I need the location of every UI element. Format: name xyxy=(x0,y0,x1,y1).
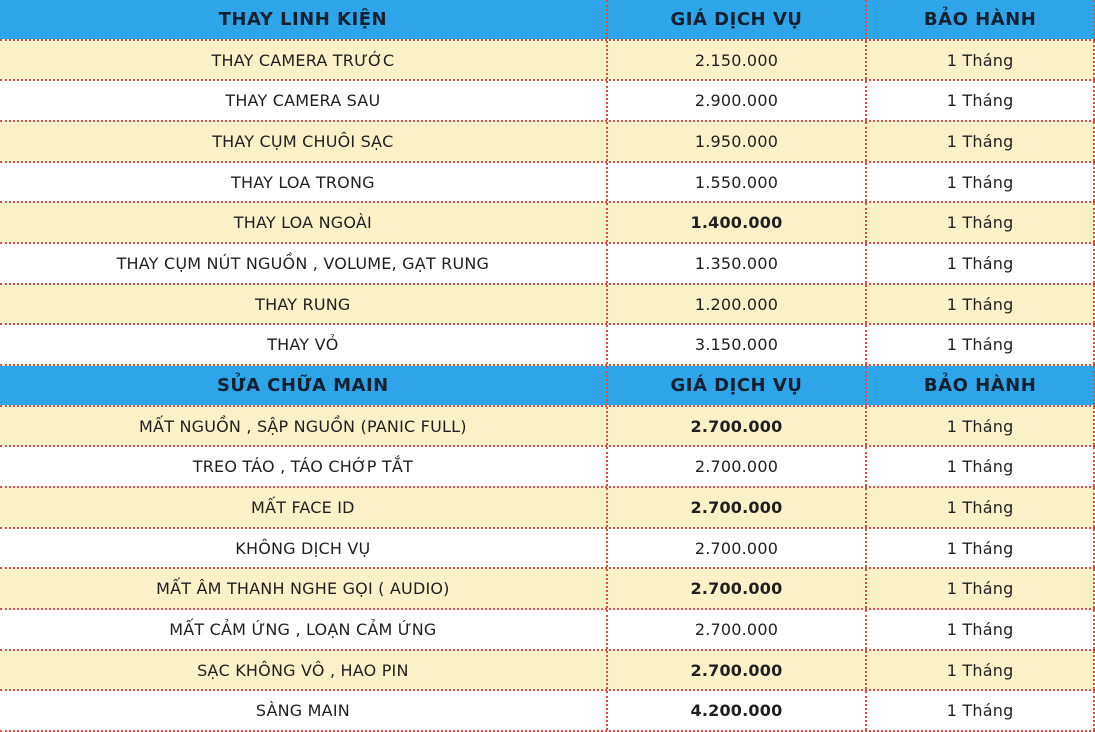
table-row xyxy=(0,488,1095,529)
service-name-cell: KHÔNG DỊCH VỤ xyxy=(0,529,608,568)
price-cell: 2.700.000 xyxy=(608,569,868,608)
warranty-cell: 1 Tháng xyxy=(867,407,1095,446)
warranty-cell: 1 Tháng xyxy=(867,529,1095,568)
warranty-cell: 1 Tháng xyxy=(867,122,1095,161)
service-name-cell: THAY CỤM CHUÔI SẠC xyxy=(0,122,608,161)
service-name-cell: THAY CAMERA TRƯỚC xyxy=(0,41,608,80)
price-cell: 1.400.000 xyxy=(608,203,868,242)
service-name-cell: MẤT CẢM ỨNG , LOẠN CẢM ỨNG xyxy=(0,610,608,649)
price-cell: 1.950.000 xyxy=(608,122,868,161)
table-row xyxy=(0,691,1095,732)
price-cell: 1.200.000 xyxy=(608,285,868,324)
warranty-cell: 1 Tháng xyxy=(867,41,1095,80)
service-name-cell: MẤT ÂM THANH NGHE GỌI ( AUDIO) xyxy=(0,569,608,608)
service-name-cell: THAY LOA NGOÀI xyxy=(0,203,608,242)
price-cell: 4.200.000 xyxy=(608,691,868,730)
price-column-header: GIÁ DỊCH VỤ xyxy=(608,366,868,405)
table-row xyxy=(0,203,1095,244)
price-cell: 2.900.000 xyxy=(608,81,868,120)
table-row xyxy=(0,569,1095,610)
section-header-row xyxy=(0,0,1095,41)
table-row xyxy=(0,610,1095,651)
table-row xyxy=(0,651,1095,692)
section-header-row xyxy=(0,366,1095,407)
table-row xyxy=(0,529,1095,570)
price-cell: 2.700.000 xyxy=(608,529,868,568)
warranty-cell: 1 Tháng xyxy=(867,285,1095,324)
service-name-cell: THAY CỤM NÚT NGUỒN , VOLUME, GẠT RUNG xyxy=(0,244,608,283)
warranty-cell: 1 Tháng xyxy=(867,163,1095,202)
table-row xyxy=(0,81,1095,122)
warranty-cell: 1 Tháng xyxy=(867,447,1095,486)
service-name-cell: THAY CAMERA SAU xyxy=(0,81,608,120)
warranty-column-header: BẢO HÀNH xyxy=(867,0,1095,39)
service-name-cell: THAY VỎ xyxy=(0,325,608,364)
warranty-cell: 1 Tháng xyxy=(867,651,1095,690)
warranty-cell: 1 Tháng xyxy=(867,81,1095,120)
price-cell: 2.700.000 xyxy=(608,407,868,446)
price-cell: 1.350.000 xyxy=(608,244,868,283)
price-cell: 2.700.000 xyxy=(608,447,868,486)
price-cell: 2.150.000 xyxy=(608,41,868,80)
section-title: THAY LINH KIỆN xyxy=(0,0,608,39)
price-column-header: GIÁ DỊCH VỤ xyxy=(608,0,868,39)
table-row xyxy=(0,163,1095,204)
table-row xyxy=(0,447,1095,488)
table-row xyxy=(0,122,1095,163)
price-cell: 2.700.000 xyxy=(608,488,868,527)
warranty-cell: 1 Tháng xyxy=(867,488,1095,527)
price-cell: 3.150.000 xyxy=(608,325,868,364)
service-name-cell: THAY RUNG xyxy=(0,285,608,324)
service-name-cell: SẠC KHÔNG VÔ , HAO PIN xyxy=(0,651,608,690)
service-name-cell: MẤT FACE ID xyxy=(0,488,608,527)
table-row xyxy=(0,244,1095,285)
price-cell: 2.700.000 xyxy=(608,610,868,649)
warranty-column-header: BẢO HÀNH xyxy=(867,366,1095,405)
table-row xyxy=(0,285,1095,326)
warranty-cell: 1 Tháng xyxy=(867,203,1095,242)
price-cell: 2.700.000 xyxy=(608,651,868,690)
table-row xyxy=(0,407,1095,448)
warranty-cell: 1 Tháng xyxy=(867,244,1095,283)
warranty-cell: 1 Tháng xyxy=(867,610,1095,649)
service-name-cell: TREO TÁO , TÁO CHỚP TẮT xyxy=(0,447,608,486)
service-name-cell: SÀNG MAIN xyxy=(0,691,608,730)
table-row xyxy=(0,325,1095,366)
section-title: SỬA CHỮA MAIN xyxy=(0,366,608,405)
service-name-cell: MẤT NGUỒN , SẬP NGUỒN (PANIC FULL) xyxy=(0,407,608,446)
price-cell: 1.550.000 xyxy=(608,163,868,202)
warranty-cell: 1 Tháng xyxy=(867,325,1095,364)
table-row xyxy=(0,41,1095,82)
warranty-cell: 1 Tháng xyxy=(867,569,1095,608)
service-name-cell: THAY LOA TRONG xyxy=(0,163,608,202)
warranty-cell: 1 Tháng xyxy=(867,691,1095,730)
